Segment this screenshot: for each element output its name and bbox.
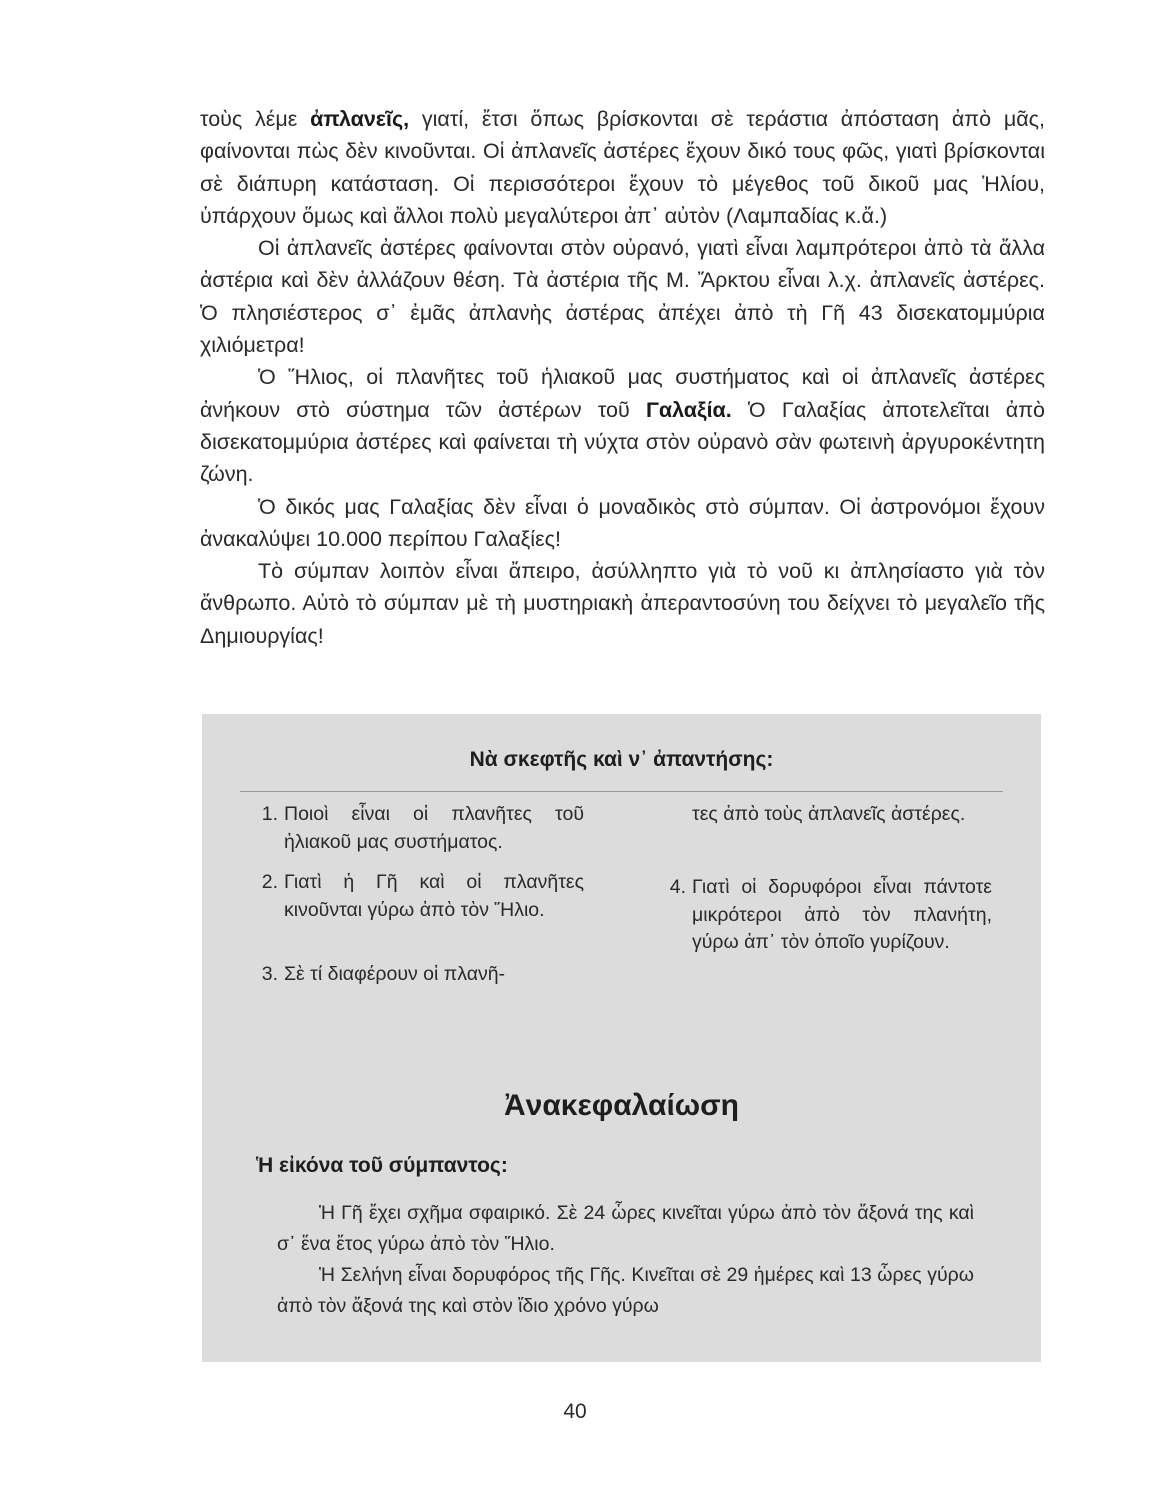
term-galaxias: Γαλαξία. <box>645 397 732 422</box>
paragraph-3-text-a: Ὁ Ἥλιος, οἱ πλανῆτες τοῦ ἡλιακοῦ μας συστήματος καὶ οἱ ἀπλανεῖς ἀστέρες ἀνήκουν στὸ σύστημα τῶν ἀστέρων τοῦ <box>200 365 1045 422</box>
exercise-title: Νὰ σκεφτῆς καὶ ν᾽ ἀπαντήσης: <box>469 748 774 771</box>
recap-paragraph-1: Ἡ Γῆ ἔχει σχῆμα σφαιρικό. Σὲ 24 ὧρες κινεῖται γύρω ἀπὸ τὸν ἄξονά της καὶ σ᾽ ἕνα ἔτος γύρω ἀπὸ τὸν Ἥλιο. <box>277 1202 974 1255</box>
recap-subtitle: Ἡ εἰκόνα τοῦ σύμπαντος: <box>256 1154 508 1177</box>
question-text: Γιατὶ οἱ δορυφόροι εἶναι πάντοτε μικρότεροι ἀπὸ τὸν πλανήτη, γύρω ἀπ᾽ τὸν ὁποῖο γυρίζουν. <box>692 876 992 953</box>
paragraph-2: Οἱ ἀπλανεῖς ἀστέρες φαίνονται στὸν οὐρανό, γιατὶ εἶναι λαμπρότεροι ἀπὸ τὰ ἄλλα ἀστέρια καὶ δὲν ἀλλάζουν θέση. Τὰ ἀστέρια τῆς Μ. Ἄρκτου εἶναι λ.χ. ἀπλανεῖς ἀστέρες. Ὁ πλησιέστερος σ᾽ ἐμᾶς ἀπλανὴς ἀστέρας ἀπέχει ἀπὸ τὴ Γῆ 43 δισεκατομμύρια χιλιόμετρα! <box>200 236 1045 358</box>
question-1 <box>261 801 584 856</box>
recap-title: Ἀνακεφαλαίωση <box>504 1089 739 1122</box>
paragraph-3 <box>200 361 1045 490</box>
question-number: 1. <box>261 803 278 825</box>
exercise-box <box>202 714 1041 1362</box>
paragraph-4: Ὁ δικός μας Γαλαξίας δὲν εἶναι ὁ μοναδικὸς στὸ σύμπαν. Οἱ ἀστρονόμοι ἔχουν ἀνακαλύψει 10.000 περίπου Γαλαξίες! <box>200 494 1045 551</box>
question-number: 4. <box>669 876 686 898</box>
question-text: τες ἀπὸ τοὺς ἀπλανεῖς ἀστέρες. <box>692 803 966 825</box>
question-text: Γιατὶ ἡ Γῆ καὶ οἱ πλανῆτες κινοῦνται γύρω ἀπὸ τὸν Ἥλιο. <box>284 871 584 921</box>
question-2 <box>261 869 584 924</box>
recap-paragraph-2: Ἡ Σελήνη εἶναι δορυφόρος τῆς Γῆς. Κινεῖται σὲ 29 ἡμέρες καὶ 13 ὧρες γύρω ἀπὸ τὸν ἄξονά της καὶ στὸν ἴδιο χρόνο γύρω <box>277 1264 974 1317</box>
page-number: 40 <box>563 1400 587 1423</box>
paragraph-3-text-b: Ὁ Γαλαξίας ἀποτελεῖται ἀπὸ δισεκατομμύρια ἀστέρες καὶ φαίνεται τὴ νύχτα στὸν οὐρανὸ σὰν φωτεινὴ ἀργυροκέντητη ζώνη. <box>200 397 1045 487</box>
paragraph-5: Τὸ σύμπαν λοιπὸν εἶναι ἄπειρο, ἀσύλληπτο γιὰ τὸ νοῦ κι ἀπλησίαστο γιὰ τὸν ἄνθρωπο. Αὐτὸ τὸ σύμπαν μὲ τὴ μυστηριακὴ ἀπεραντοσύνη του δείχνει τὸ μεγαλεῖο τῆς Δημιουργίας! <box>200 559 1045 648</box>
question-3-continued <box>692 801 992 829</box>
question-text: Σὲ τί διαφέρουν οἱ πλανῆ- <box>284 963 506 985</box>
paragraph-1-text-a: τοὺς λέμε <box>200 107 311 131</box>
main-text <box>200 103 1045 652</box>
recap-summary <box>277 1198 974 1322</box>
term-aplaneis: ἀπλανεῖς, <box>310 107 410 131</box>
question-number: 2. <box>261 871 278 893</box>
question-number: 3. <box>261 963 278 985</box>
divider <box>240 791 1003 792</box>
question-4 <box>669 874 992 957</box>
question-text: Ποιοὶ εἶναι οἱ πλανῆτες τοῦ ἡλιακοῦ μας συστήματος. <box>284 803 584 853</box>
paragraph-1-text-b: γιατί, ἔτσι ὅπως βρίσκονται σὲ τεράστια ἀπόσταση ἀπὸ μᾶς, φαίνονται πὼς δὲν κινοῦνται. Οἱ ἀπλανεῖς ἀστέρες ἔχουν δικό τους φῶς, γιατὶ βρίσκονται σὲ διάπυρη κατάσταση. Οἱ περισσότεροι ἔχουν τὸ μέγεθος τοῦ δικοῦ μας Ἡλίου, ὑπάρχουν ὅμως καὶ ἄλλοι πολὺ μεγαλύτεροι ἀπ᾽ αὐτὸν (Λαμπαδίας κ.ἄ.) <box>200 107 1045 228</box>
question-3 <box>261 961 584 989</box>
paragraph-1 <box>200 103 1045 232</box>
